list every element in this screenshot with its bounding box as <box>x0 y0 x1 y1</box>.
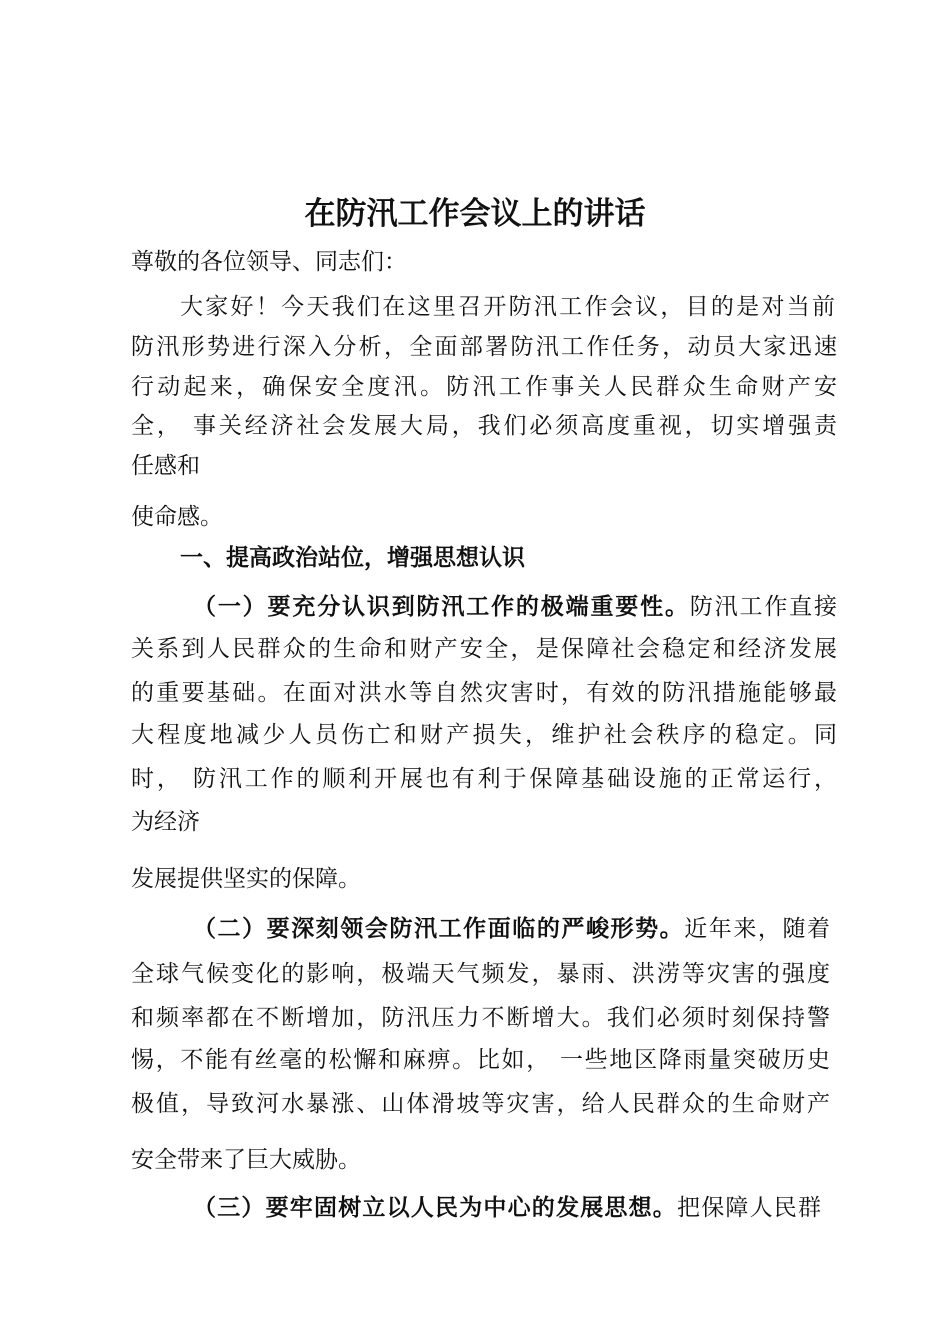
salutation: 尊敬的各位领导、同志们： <box>131 249 407 275</box>
intro-line: 全， 事关经济社会发展大局，我们必须高度重视，切实增强责 <box>131 413 837 439</box>
intro-line: 任感和 <box>131 453 200 479</box>
document-title: 在防汛工作会议上的讲话 <box>304 196 646 232</box>
item-text: 近年来，随着 <box>684 916 831 942</box>
item-lead: （三）要牢固树立以人民为中心的发展思想。 <box>193 1194 677 1221</box>
item-text: 防汛工作直接 <box>689 594 838 620</box>
paragraph-line: 时， 防汛工作的顺利开展也有利于保障基础设施的正常运行， <box>131 766 837 792</box>
paragraph-line: 关系到人民群众的生命和财产安全，是保障社会稳定和经济发展 <box>131 636 837 662</box>
paragraph-line: 大程度地减少人员伤亡和财产损失，维护社会秩序的稳定。同 <box>131 722 837 748</box>
paragraph-line: 安全带来了巨大威胁。 <box>131 1147 361 1173</box>
paragraph-line: 极值，导致河水暴涨、山体滑坡等灾害，给人民群众的生命财产 <box>131 1091 830 1117</box>
paragraph-line: 发展提供坚实的保障。 <box>131 866 361 892</box>
paragraph-line: 的重要基础。在面对洪水等自然灾害时，有效的防汛措施能够最 <box>131 680 837 706</box>
item-text: 把保障人民群 <box>677 1195 822 1221</box>
paragraph-line: 全球气候变化的影响，极端天气频发，暴雨、洪涝等灾害的强度 <box>131 961 830 987</box>
item-lead: （一）要充分认识到防汛工作的极端重要性。 <box>193 593 690 620</box>
paragraph-line: 惕，不能有丝毫的松懈和麻痹。比如， 一些地区降雨量突破历史 <box>131 1047 830 1073</box>
intro-line: 行动起来，确保安全度汛。防汛工作事关人民群众生命财产安 <box>131 374 837 400</box>
intro-line: 大家好！今天我们在这里召开防汛工作会议，目的是对当前 <box>180 294 835 320</box>
intro-line: 使命感。 <box>131 504 223 530</box>
section-heading: 一、提高政治站位，增强思想认识 <box>180 545 525 571</box>
paragraph-first-line <box>193 592 837 622</box>
paragraph-line: 为经济 <box>131 809 200 835</box>
intro-line: 防汛形势进行深入分析，全面部署防汛工作任务，动员大家迅速 <box>131 334 837 360</box>
paragraph-first-line <box>193 1193 821 1223</box>
item-lead: （二）要深刻领会防汛工作面临的严峻形势。 <box>193 915 685 942</box>
paragraph-line: 和频率都在不断增加，防汛压力不断增大。我们必须时刻保持警 <box>131 1005 830 1031</box>
paragraph-first-line <box>193 914 830 944</box>
